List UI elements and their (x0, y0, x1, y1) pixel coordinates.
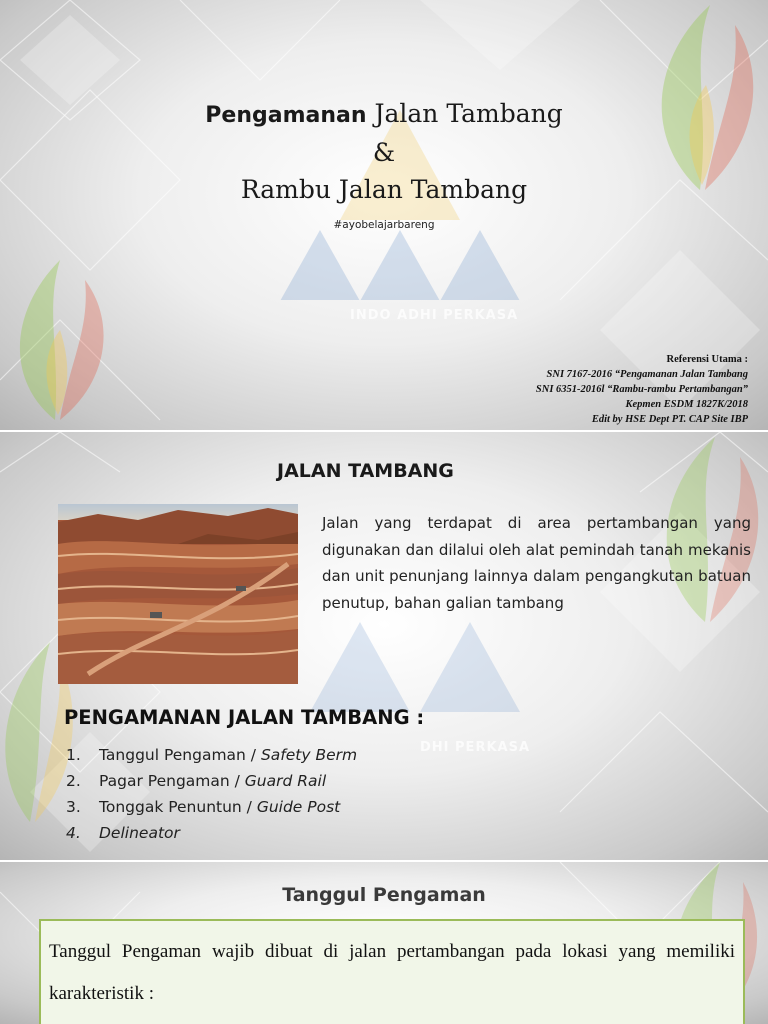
title-rest: Jalan Tambang (366, 99, 563, 128)
slide-title-jalan-tambang: JALAN TAMBANG (277, 460, 454, 482)
safety-measures-list (66, 742, 357, 846)
list-italic-term: Delineator (99, 824, 180, 842)
reference-line: Kepmen ESDM 1827K/2018 (625, 399, 748, 410)
list-item (66, 820, 357, 846)
list-item (66, 742, 357, 768)
hashtag: #ayobelajarbareng (333, 219, 435, 231)
list-italic-term: Guard Rail (244, 772, 327, 790)
slide-title-tanggul: Tanggul Pengaman (282, 884, 486, 906)
list-item (66, 768, 357, 794)
title-bold-word: Pengamanan (205, 103, 367, 128)
slide-jalan-tambang (0, 432, 768, 860)
title-line3: Rambu Jalan Tambang (240, 175, 528, 204)
list-number: 2. (66, 772, 81, 790)
section-subheading: PENGAMANAN JALAN TAMBANG : (64, 706, 425, 729)
watermark-text: DHI PERKASA (420, 740, 531, 755)
watermark-text: INDO ADHI PERKASA (350, 308, 519, 323)
tanggul-definition-box: Tanggul Pengaman wajib dibuat di jalan pertambangan pada lokasi yang memiliki karakteristik : (39, 919, 745, 1024)
list-item (66, 794, 357, 820)
jalan-tambang-description: Jalan yang terdapat di area pertambangan yang digunakan dan dilalui oleh alat pemindah tanah mekanis dan unit penunjang lainnya dalam pengangkutan batuan penutup, bahan galian tambang (322, 514, 751, 612)
title-ampersand: & (372, 138, 396, 167)
list-italic-term: Guide Post (256, 798, 341, 816)
list-text: Tanggul Pengaman / (99, 746, 261, 764)
slide-tanggul-pengaman (0, 862, 768, 1024)
reference-line: Edit by HSE Dept PT. CAP Site IBP (591, 414, 748, 425)
list-number: 1. (66, 746, 81, 764)
list-text: Pagar Pengaman / (99, 772, 245, 790)
list-number: 3. (66, 798, 81, 816)
open-pit-mine-photo (58, 504, 298, 684)
reference-line: SNI 6351-2016l “Rambu-rambu Pertambangan” (535, 384, 748, 395)
reference-line: SNI 7167-2016 “Pengamanan Jalan Tambang (546, 369, 748, 380)
flame-icon (0, 250, 120, 430)
list-text: Tonggak Penuntun / (99, 798, 257, 816)
list-number: 4. (66, 824, 81, 842)
list-italic-term: Safety Berm (260, 746, 358, 764)
references-block (536, 352, 748, 427)
presentation-title (0, 95, 768, 208)
references-heading: Referensi Utama : (666, 354, 748, 365)
slide-title (0, 0, 768, 430)
